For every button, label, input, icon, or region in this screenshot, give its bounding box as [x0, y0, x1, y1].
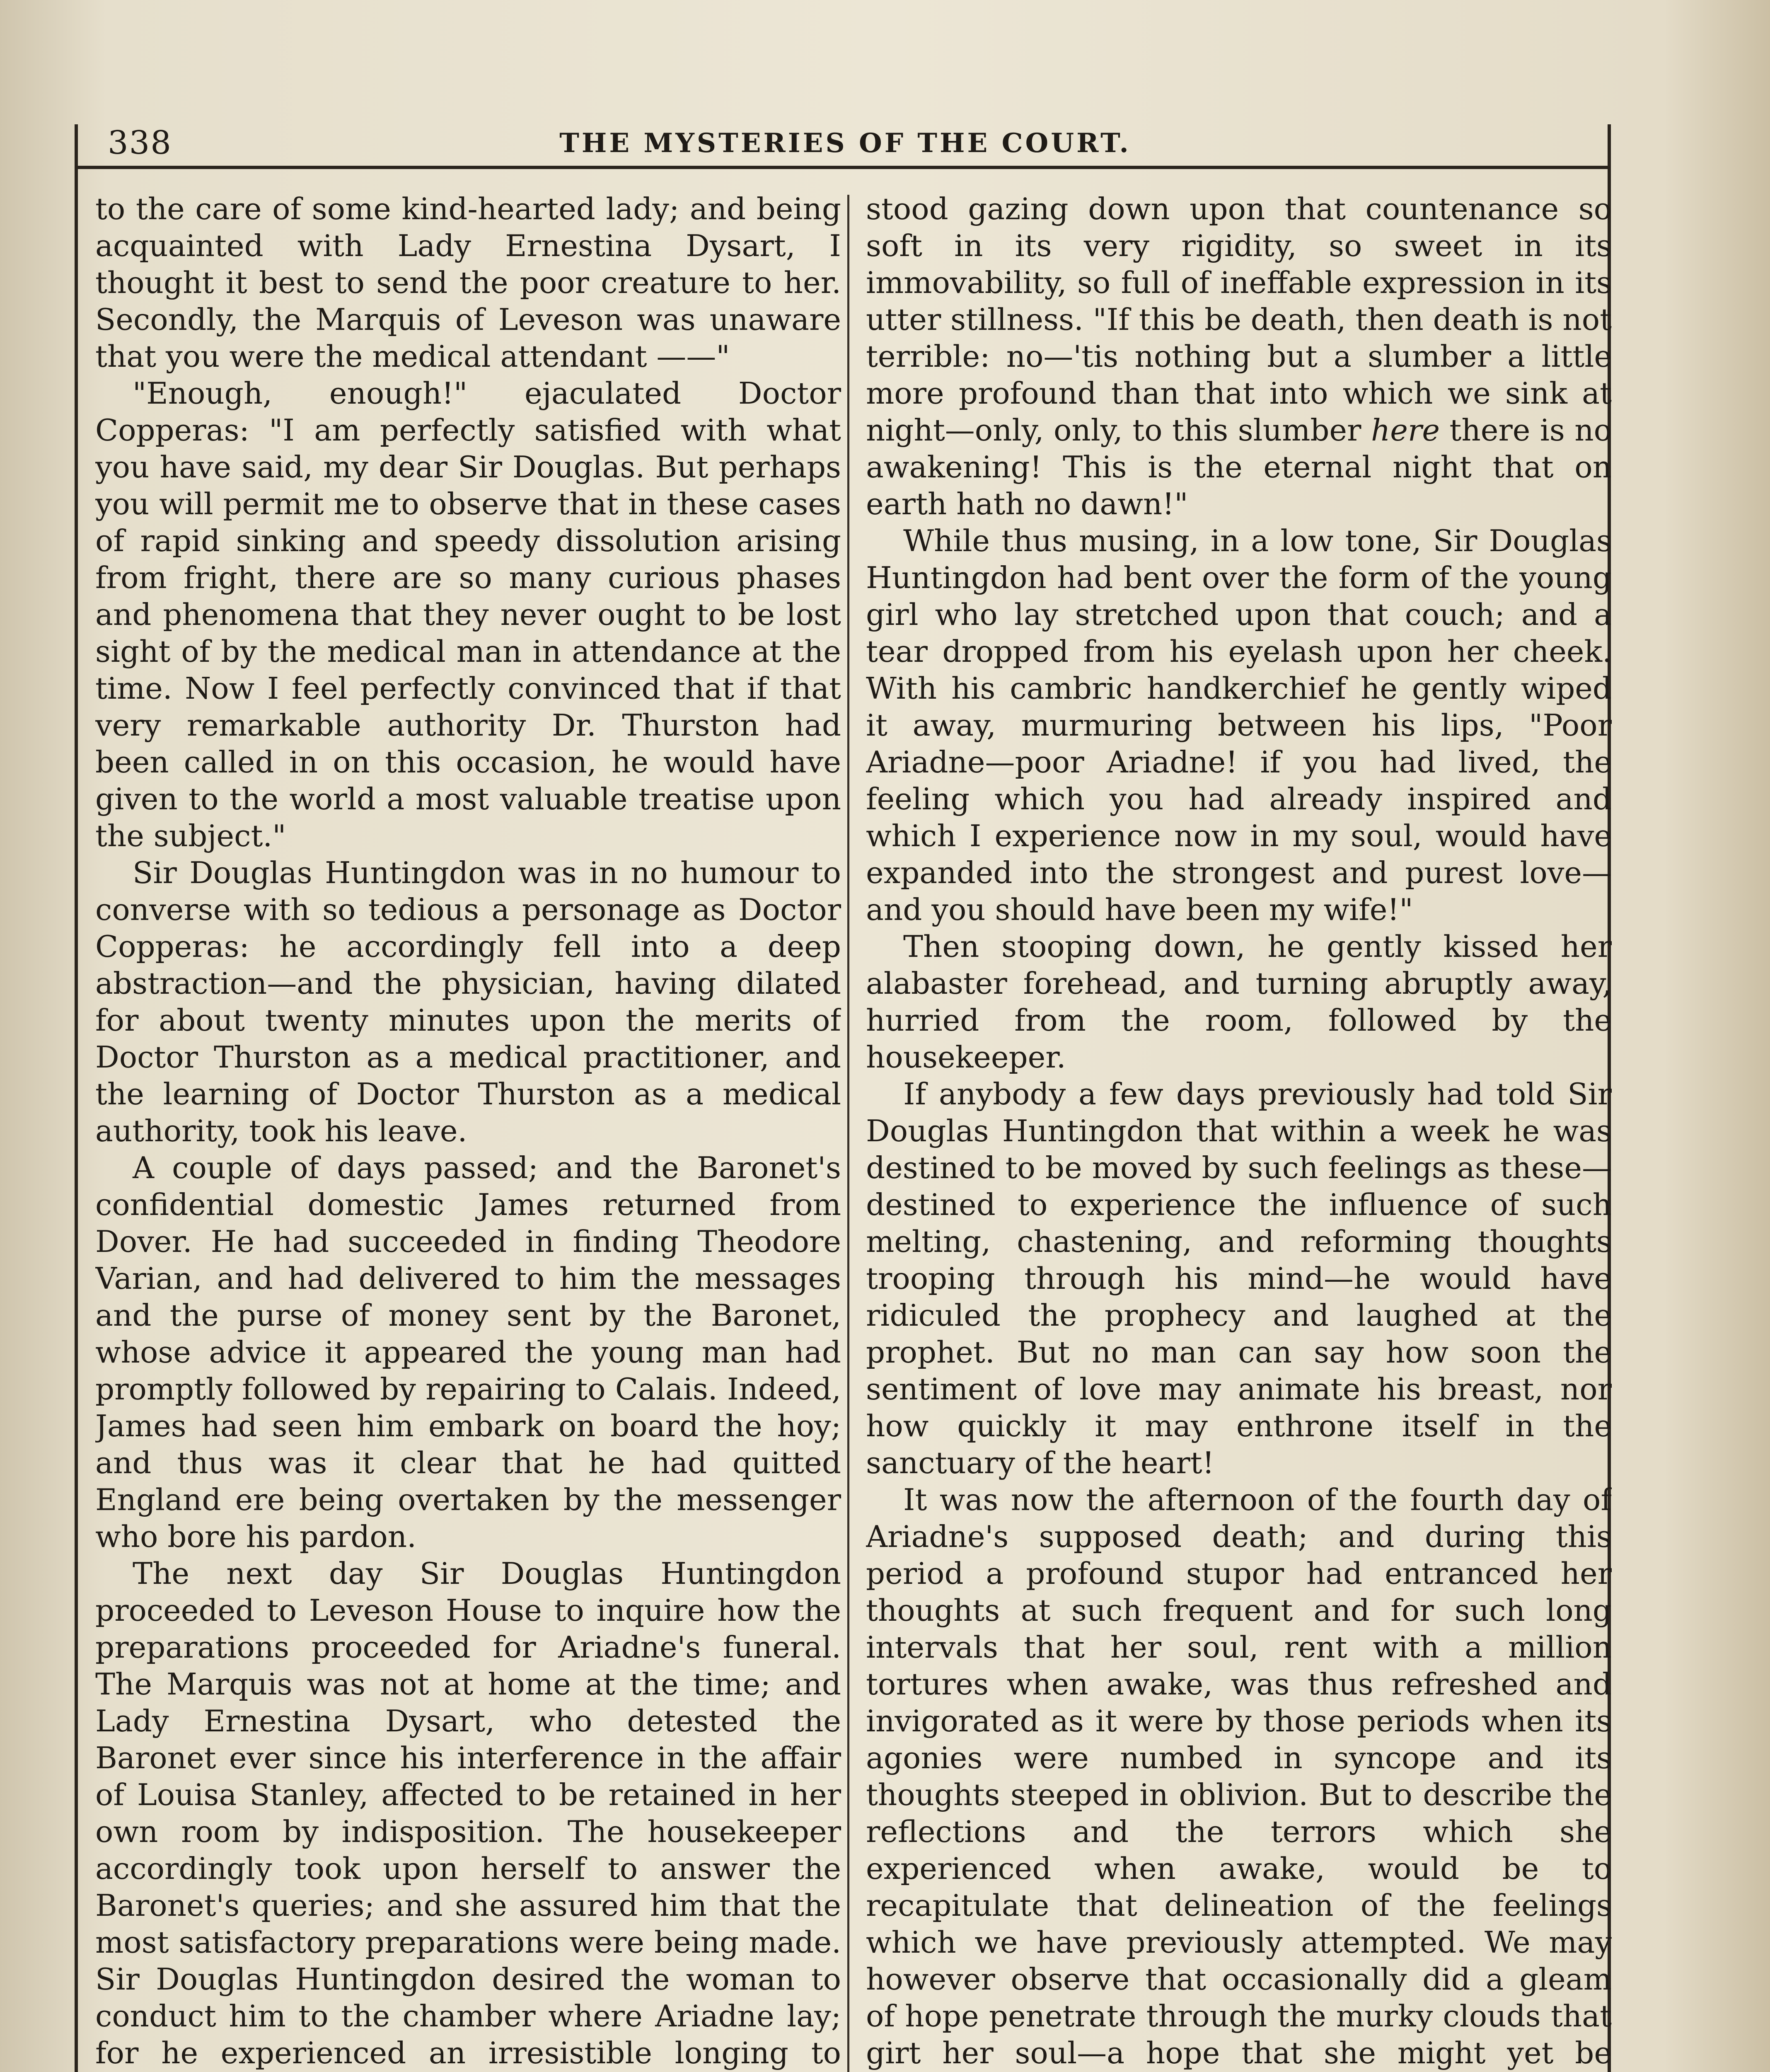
page-header: [108, 124, 1583, 162]
running-title: THE MYSTERIES OF THE COURT.: [559, 128, 1131, 159]
left-column: [95, 191, 841, 2072]
paragraph: [866, 191, 1612, 523]
paragraph: Sir Douglas Huntingdon was in no humour to converse with so tedious a personage as Doctor Copperas: he accordingly fell into a deep abstraction—and the physician, having dilated for about twenty minutes upon the merits of Doctor Thurston as a medical practitioner, and the learning of Doctor Thurston as a medical authority, took his leave.: [95, 855, 841, 1148]
paragraph: Then stooping down, he gently kissed her alabaster forehead, and turning abruptly away, hurried from the room, followed by the housekeeper.: [866, 929, 1612, 1075]
paragraph-text: The next day Sir Douglas Huntingdon proceeded to Leveson House to inquire how the preparations proceeded for Ariadne's funeral. The Marquis was not at home at the time; and Lady Ernestina Dysart, who detested the Baronet ever since his interference in the affair of Louisa Stanley, affected to be retained in her own room by indisposition. The housekeeper accordingly took upon herself to answer the Baronet's queries; and she assured him that the most satisfactory preparations were being made. Sir Douglas Huntingdon desired the woman to conduct him to the chamber where Ariadne lay; for he experienced an irresistible longing to: [95, 1556, 841, 2070]
paragraph: If anybody a few days previously had told Sir Douglas Huntingdon that within a week he was destined to be moved by such feelings as these—destined to experience the influence of such melting, chastening, and reforming thoughts trooping through his mind—he would have ridiculed the prophecy and laughed at the prophet. But no man can say how soon the sentiment of love may animate his breast, nor how quickly it may enthrone itself in the sanctuary of the heart!: [866, 1077, 1612, 1480]
left-border-rule: [75, 124, 78, 2072]
paragraph: "Enough, enough!" ejaculated Doctor Copperas: "I am perfectly satisfied with what you have said, my dear Sir Douglas. But perhaps you will permit me to observe that in these cases of rapid sinking and speedy dissolution arising from fright, there are so many curious phases and phenomena that they never ought to be lost sight of by the medical man in attendance at the time. Now I feel perfectly convinced that if that very remarkable authority Dr. Thurston had been called in on this occasion, he would have given to the world a most valuable treatise upon the subject.": [95, 376, 841, 853]
page-number: 338: [108, 124, 172, 162]
paragraph: While thus musing, in a low tone, Sir Douglas Huntingdon had bent over the form of the young girl who lay stretched upon that couch; and a tear dropped from his eyelash upon her cheek. With his cambric handkerchief he gently wiped it away, murmuring between his lips, "Poor Ariadne—poor Ariadne! if you had lived, the feeling which you had already inspired and which I experience now in my soul, would have expanded into the strongest and purest love—and you should have been my wife!": [866, 523, 1612, 927]
header-rule: [75, 166, 1608, 169]
paragraph: to the care of some kind-hearted lady; and being acquainted with Lady Ernestina Dysart, I thought it best to send the poor creature to her. Secondly, the Marquis of Leveson was unaware that you were the medical attendant ——": [95, 191, 841, 374]
column-divider: [847, 195, 849, 2072]
emphasized-word: here: [1371, 413, 1440, 448]
paragraph: [95, 1555, 841, 2072]
paragraph: It was now the afternoon of the fourth day of Ariadne's supposed death; and during this period a profound stupor had entranced her thoughts at such frequent and for such long intervals that her soul, rent with a million tortures when awake, was thus refreshed and invigorated as it were by those periods when its agonies were numbed in syncope and its thoughts steeped in oblivion. But to describe the reflections and the terrors which she experienced when awake, would be to recapitulate that delineation of the feelings which we have previously attempted. We may however observe that occasionally did a gleam of hope penetrate through the murky clouds that girt her soul—a hope that she might yet be: [866, 1482, 1612, 2070]
paragraph: A couple of days passed; and the Baronet's confidential domestic James returned from Dover. He had succeeded in finding Theodore Varian, and had delivered to him the messages and the purse of money sent by the Baronet, whose advice it appeared the young man had promptly followed by repairing to Calais. Indeed, James had seen him embark on board the hoy; and thus was it clear that he had quitted England ere being overtaken by the messenger who bore his pardon.: [95, 1150, 841, 1554]
paragraph-text: stood gazing down upon that countenance so soft in its very rigidity, so sweet in its immovability, so full of ineffable expression in its utter stillness. "If this be death, then death is not terrible: no—'tis nothing but a slumber a little more profound than that into which we sink at night—only, only, to this slumber: [866, 191, 1612, 448]
paragraph-text: there is no awakening! This is the eternal night that on earth hath no dawn!": [866, 413, 1612, 521]
right-column: [866, 191, 1612, 2072]
